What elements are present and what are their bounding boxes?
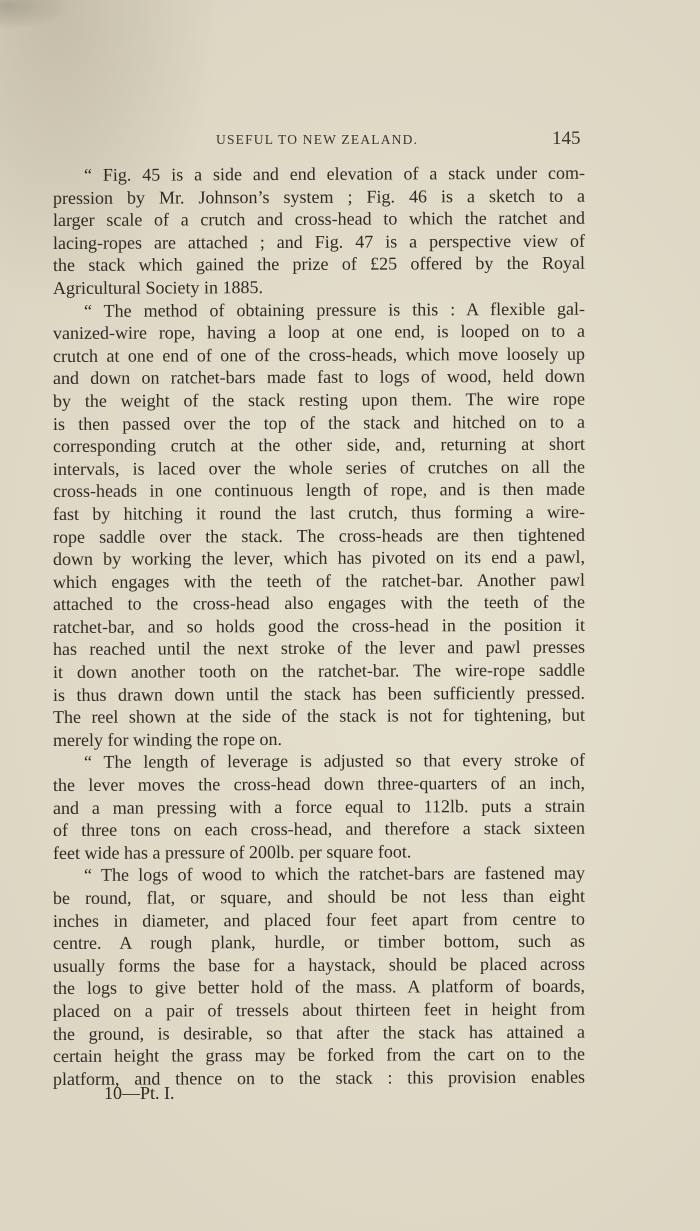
text-line: vanized-wire rope, having a loop at one end, is looped on to a [52, 320, 586, 344]
text-line: the ground, is desirable, so that after the stack has attained a [52, 1021, 586, 1044]
text-line: “ The method of obtaining pressure is this : A flexible gal- [83, 298, 586, 321]
text-line: down by working the lever, which has pivoted on its end a pawl, [52, 546, 586, 570]
text-line: ratchet-bar, and so holds good the cross-head in the position it [52, 614, 586, 637]
page-number: 145 [552, 128, 581, 149]
text-line: it down another tooth on the ratchet-bar. The wire-rope saddle [52, 659, 586, 683]
running-head: USEFUL TO NEW ZEALAND. [216, 132, 419, 147]
text-line: cross-heads in one continuous length of rope, and is then made [52, 478, 586, 502]
text-line: crutch at one end of one of the cross-heads, which move loosely up [52, 343, 586, 366]
text-line: intervals, is laced over the whole series of crutches on all the [52, 456, 586, 479]
paper-stain [0, 0, 70, 30]
text-line: by the weight of the stack resting upon them. The wire rope [52, 388, 586, 411]
text-line: attached to the cross-head also engages with the teeth of the [52, 591, 586, 615]
text-line: be round, flat, or square, and should be not less than eight [52, 885, 586, 908]
text-line: of three tons on each cross-head, and therefore a stack sixteen [52, 817, 586, 841]
text-line: rope saddle over the stack. The cross-heads are then tightened [52, 524, 586, 547]
text-line: platform, and thence on to the stack : this provision enables [52, 1066, 586, 1089]
body-text [53, 164, 585, 1090]
signature-mark: 10—Pt. I. [104, 1083, 175, 1103]
text-line: the stack which gained the prize of £25 offered by the Royal [52, 253, 586, 276]
text-line: centre. A rough plank, hurdle, or timber bottom, such as [52, 930, 586, 954]
text-line: larger scale of a crutch and cross-head to which the ratchet and [52, 207, 586, 231]
text-line: certain height the grass may be forked from the cart on to the [52, 1043, 586, 1067]
text-line: corresponding crutch at the other side, and, returning at short [52, 433, 586, 457]
text-line: which engages with the teeth of the ratchet-bar. Another pawl [52, 569, 586, 592]
text-line: The reel shown at the side of the stack is not for tightening, but [52, 704, 586, 728]
text-line: “ Fig. 45 is a side and end elevation of a stack under com- [83, 162, 586, 185]
text-line: pression by Mr. Johnson’s system ; Fig. 46 is a sketch to a [52, 185, 586, 208]
text-line: and a man pressing with a force equal to 112lb. puts a strain [52, 795, 586, 818]
text-line: “ The length of leverage is adjusted so that every stroke of [83, 750, 586, 773]
text-line: feet wide has a pressure of 200lb. per square foot. [52, 841, 412, 863]
text-line: the lever moves the cross-head down three-quarters of an inch, [52, 772, 586, 796]
text-line: placed on a pair of tressels about thirteen feet in height from [52, 998, 586, 1021]
text-line: lacing-ropes are attached ; and Fig. 47 is a perspective view of [52, 230, 586, 253]
text-line: has reached until the next stroke of the lever and pawl presses [52, 637, 586, 660]
text-line: “ The logs of wood to which the ratchet-bars are fastened may [83, 863, 586, 886]
text-line: fast by hitching it round the last crutch, thus forming a wire- [52, 501, 586, 524]
text-line: is then passed over the top of the stack and hitched on to a [52, 411, 586, 434]
text-line: merely for winding the rope on. [52, 728, 282, 750]
text-line: and down on ratchet-bars made fast to logs of wood, held down [52, 366, 586, 389]
text-line: inches in diameter, and placed four feet apart from centre to [52, 908, 586, 931]
text-line: is thus drawn down until the stack has been sufficiently pressed. [52, 682, 586, 705]
text-line: Agricultural Society in 1885. [52, 277, 264, 298]
text-line: the logs to give better hold of the mass. A platform of boards, [52, 976, 586, 999]
text-line: usually forms the base for a haystack, should be placed across [52, 953, 586, 976]
